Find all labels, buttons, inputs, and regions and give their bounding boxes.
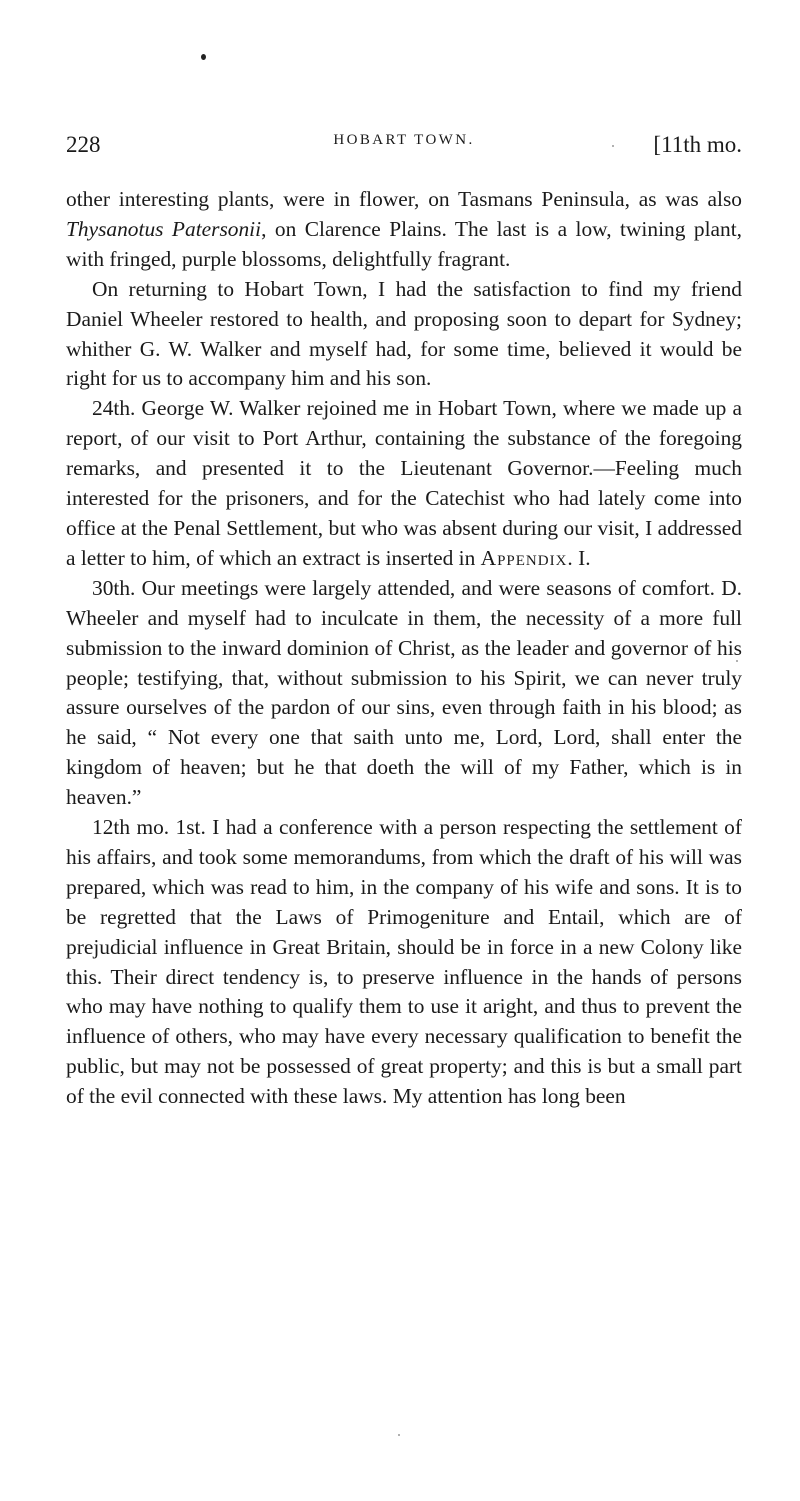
appendix-reference: Appendix (480, 545, 568, 570)
page-header (66, 132, 742, 168)
paragraph (66, 394, 742, 573)
paragraph: 30th. Our meetings were largely attended, and were seasons of comfort. D. Wheeler and myself had to inculcate in them, the necessity of a more full submission to the inward dominion of Christ, as the leader and governor of his people; testifying, that, without submission to his Spirit, we can never truly assure ourselves of the pardon of our sins, even through faith in his blood; as he said, “ Not every one that saith unto me, Lord, Lord, shall enter the kingdom of heaven; but he that doeth the will of my Father, which is in heaven.” (66, 575, 742, 810)
paragraph-text: 24th. George W. Walker rejoined me in Hobart Town, where we made up a report, of our visit to Port Arthur, containing the substance of the foregoing remarks, and presented it to the Lieutenant Governor.—Feeling much interested for the prisoners, and for the Catechist who had lately come into office at the Penal Settlement, but who was absent during our visit, I addressed a letter to him, of which an extract is inserted in (66, 396, 742, 570)
running-head: HOBART TOWN. (333, 132, 475, 148)
header-date: [11th mo. (653, 132, 742, 157)
species-name: Thysanotus Patersonii (66, 216, 262, 241)
paragraph (66, 185, 742, 275)
page-body (66, 185, 742, 1112)
ink-speck (398, 1434, 400, 1436)
paragraph-text: other interesting plants, were in flower, on Tasmans Peninsula, as was also (66, 187, 742, 211)
paragraph: 12th mo. 1st. I had a conference with a person respecting the settlement of his affairs, and took some memorandums, from which the draft of his will was prepared, which was read to him, in the company of his wife and sons. It is to be regretted that the Laws of Primogeniture and Entail, which are of prejudicial influence in Great Britain, should be in force in a new Colony like this. Their direct tendency is, to preserve influence in the hands of persons who may have nothing to qualify them to use it aright, and thus to prevent the influence of others, who may have every necessary qualification to benefit the public, but may not be possessed of great property; and this is but a small part of the evil connected with these laws. My attention has long been (66, 815, 742, 1109)
paragraph: On returning to Hobart Town, I had the satisfaction to find my friend Daniel Wheeler restored to health, and proposing soon to depart for Sydney; whither G. W. Walker and myself had, for some time, believed it would be right for us to accompany him and his son. (66, 276, 742, 391)
paragraph-text: , on Clarence Plains. The last is a low, twining plant, with fringed, purple blossoms, delightfully fragrant. (66, 216, 742, 271)
paragraph-text: . I. (567, 545, 591, 570)
page-number: 228 (66, 132, 101, 157)
ink-speck (201, 54, 206, 60)
